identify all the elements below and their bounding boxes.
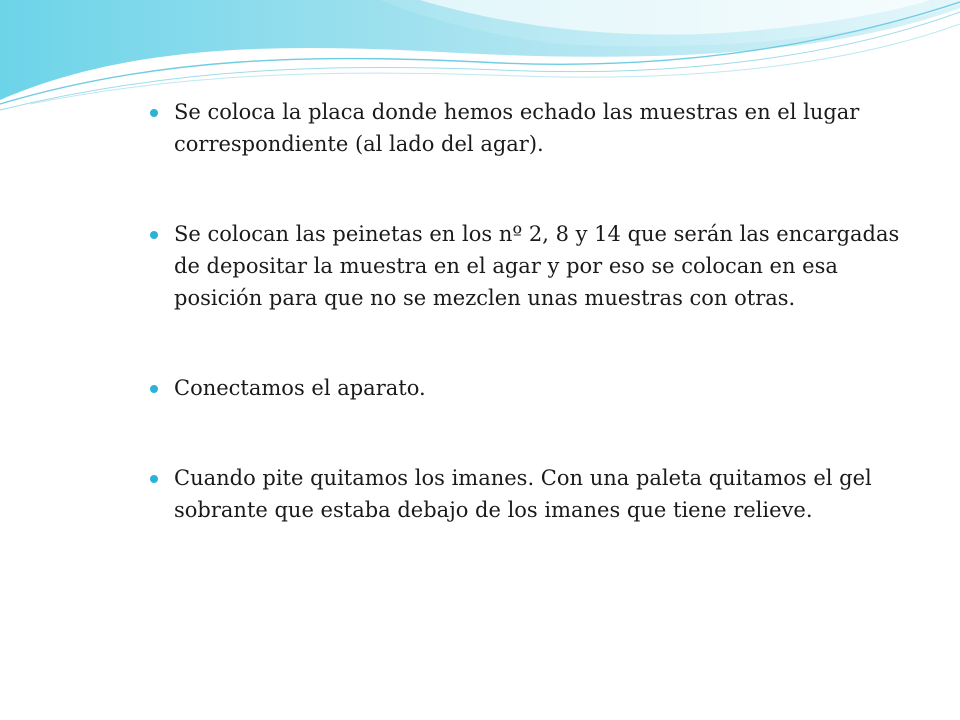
bullet-item [148, 372, 908, 404]
bullet-dot-icon [150, 231, 158, 239]
bullet-item [148, 96, 908, 160]
bullet-text: Conectamos el aparato. [174, 376, 426, 400]
bullet-item [148, 218, 908, 314]
bullet-text: Se colocan las peinetas en los nº 2, 8 y 14 que serán las encargadas de depositar la muestra en el agar y por eso se colocan en esa posición para que no se mezclen unas muestras con otras. [174, 222, 900, 310]
bullet-dot-icon [150, 385, 158, 393]
bullet-text: Cuando pite quitamos los imanes. Con una paleta quitamos el gel sobrante que estaba debajo de los imanes que tiene relieve. [174, 466, 872, 522]
bullet-text: Se coloca la placa donde hemos echado las muestras en el lugar correspondiente (al lado del agar). [174, 100, 860, 156]
bullet-dot-icon [150, 109, 158, 117]
bullet-item [148, 462, 908, 526]
bullet-dot-icon [150, 475, 158, 483]
bullet-list [148, 96, 908, 526]
